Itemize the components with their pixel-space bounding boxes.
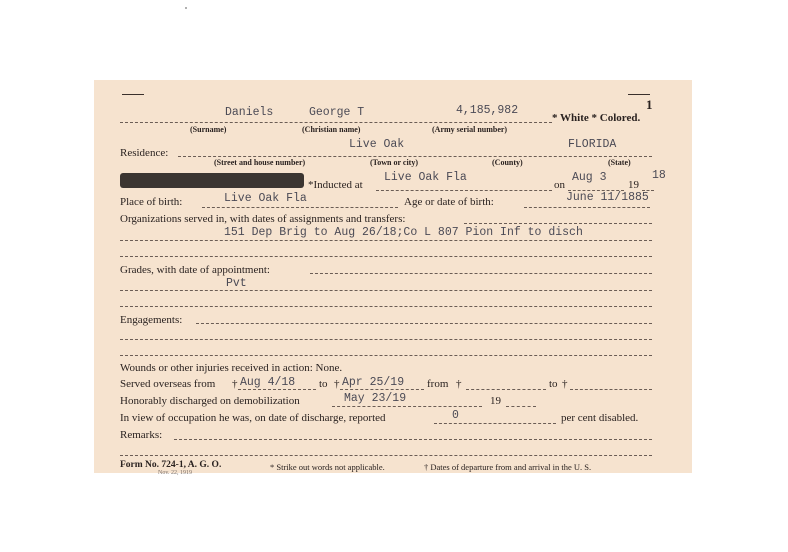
- to-label-2: to: [549, 378, 558, 390]
- induction-date-value: Aug 3: [572, 171, 607, 184]
- induction-year-value: 18: [652, 169, 666, 182]
- wounds-label: Wounds or other injuries received in action: None.: [120, 362, 343, 374]
- grades-line-3: [120, 306, 652, 307]
- overseas-to-line: [340, 389, 424, 390]
- organizations-line-1: [464, 223, 652, 224]
- service-record-card: [94, 80, 692, 476]
- residence-label: Residence:: [120, 147, 169, 159]
- overseas-label: Served overseas from: [120, 378, 216, 390]
- caption-serial-number: (Army serial number): [432, 125, 508, 134]
- grade-value: Pvt: [226, 277, 247, 290]
- overseas-from-value: Aug 4/18: [240, 376, 296, 389]
- organizations-line-3: [120, 256, 652, 257]
- on-label: on: [554, 179, 565, 191]
- dust-speck: [185, 7, 187, 9]
- footnote-dates: † Dates of departure from and arrival in the U. S.: [424, 462, 592, 472]
- overseas-dagger-3: †: [456, 378, 462, 390]
- discharged-label: Honorably discharged on demobilization: [120, 395, 300, 407]
- birthplace-value: Live Oak Fla: [224, 192, 307, 205]
- town-value: Live Oak: [349, 138, 405, 151]
- form-number: Form No. 724-1, A. G. O.: [120, 460, 222, 470]
- birthdate-label: Age or date of birth:: [404, 196, 494, 208]
- engagements-label: Engagements:: [120, 314, 183, 326]
- grades-line-1: [310, 273, 652, 274]
- surname-value: Daniels: [225, 106, 274, 119]
- caption-county: (County): [492, 158, 523, 167]
- caption-town: (Town or city): [370, 158, 418, 167]
- organizations-label: Organizations served in, with dates of assignments and transfers:: [120, 213, 406, 225]
- disability-suffix: per cent disabled.: [561, 412, 639, 424]
- serial-number-value: 4,185,982: [456, 104, 519, 117]
- discharge-year: 19: [490, 395, 501, 407]
- grades-label: Grades, with date of appointment:: [120, 264, 270, 276]
- engagements-line-2: [120, 339, 652, 340]
- form-date: Nov. 22, 1919: [158, 470, 192, 476]
- organizations-line-2: [120, 240, 652, 241]
- birthdate-line: [524, 207, 650, 208]
- caption-christian-name: (Christian name): [302, 125, 361, 134]
- discharge-year-line: [506, 406, 536, 407]
- christian-name-value: George T: [309, 106, 365, 119]
- remarks-label: Remarks:: [120, 429, 163, 441]
- from-label: from: [427, 378, 449, 390]
- residence-line: [178, 156, 652, 157]
- inducted-at-value: Live Oak Fla: [384, 171, 467, 184]
- grades-line-2: [120, 290, 652, 291]
- race-options: * White * Colored.: [552, 112, 641, 124]
- overseas-dagger-4: †: [562, 378, 568, 390]
- card-number: 1: [646, 97, 653, 112]
- overseas-from-line: [238, 389, 316, 390]
- overseas-to-value: Apr 25/19: [342, 376, 405, 389]
- remarks-line-1: [174, 439, 652, 440]
- birthplace-label: Place of birth:: [120, 196, 183, 208]
- second-to-line: [570, 389, 652, 390]
- inducted-label: *Inducted at: [308, 179, 363, 191]
- footnote-strike: * Strike out words not applicable.: [270, 462, 385, 472]
- caption-state: (State): [608, 158, 631, 167]
- birthplace-line: [202, 207, 398, 208]
- overseas-dagger-1: †: [232, 378, 238, 390]
- organizations-value: 151 Dep Brig to Aug 26/18;Co L 807 Pion Inf to disch: [224, 226, 583, 239]
- second-from-line: [466, 389, 546, 390]
- disability-percent-value: 0: [452, 409, 459, 422]
- inducted-at-line: [376, 190, 552, 191]
- state-value: FLORIDA: [568, 138, 617, 151]
- redacted-enlistment-options: [120, 173, 304, 188]
- disability-line: [434, 423, 556, 424]
- overseas-dagger-2: †: [334, 378, 340, 390]
- year-prefix: 19: [628, 179, 639, 191]
- birthdate-value: June 11/1885: [566, 191, 649, 204]
- caption-surname: (Surname): [190, 125, 227, 134]
- engagements-line-3: [120, 355, 652, 356]
- engagements-line-1: [196, 323, 652, 324]
- caption-street: (Street and house number): [214, 158, 306, 167]
- discharge-date-line: [332, 406, 482, 407]
- top-left-rule: [122, 94, 144, 95]
- discharge-date-value: May 23/19: [344, 392, 407, 405]
- to-label-1: to: [319, 378, 328, 390]
- remarks-line-2: [120, 455, 652, 456]
- top-right-rule: [628, 94, 650, 95]
- occupation-label: In view of occupation he was, on date of discharge, reported: [120, 412, 386, 424]
- name-line: [120, 122, 552, 123]
